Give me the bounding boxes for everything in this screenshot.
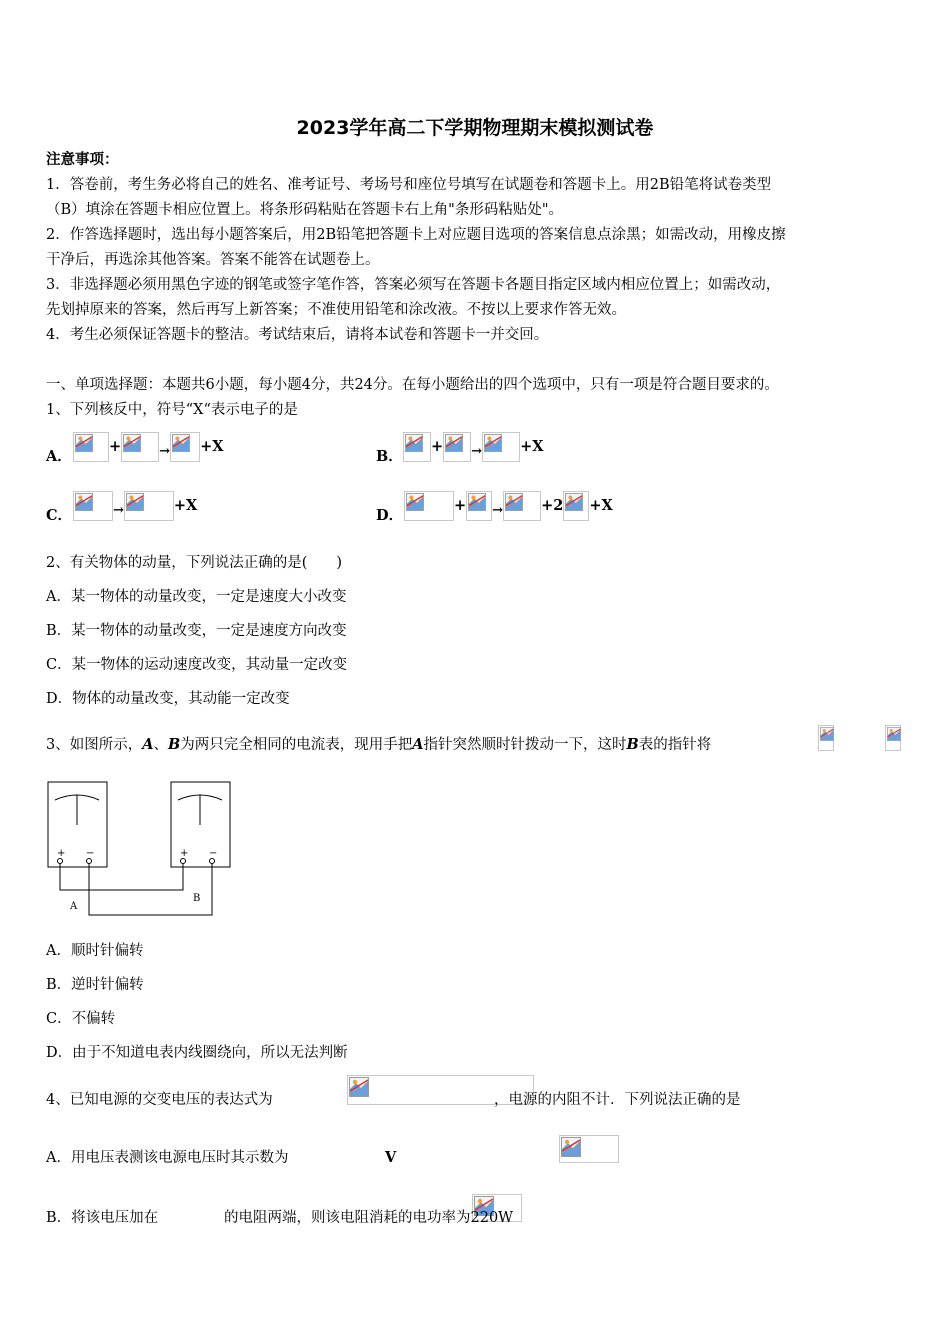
wire-a-minus-to-b-minus	[89, 863, 212, 915]
notice-line-2: （B）填涂在答题卡相应位置上。将条形码粘贴在答题卡右上角"条形码粘贴处"。	[46, 202, 563, 218]
formula-image-icon	[818, 725, 834, 751]
formula-image-icon	[482, 432, 520, 462]
q1-stem: 1、下列核反中，符号“X“表示电子的是	[46, 402, 298, 418]
q1-option-b-formula: + → +X	[403, 432, 543, 462]
formula-image-icon	[559, 1135, 619, 1163]
q2-option-b: B．某一物体的动量改变，一定是速度方向改变	[46, 623, 347, 639]
ammeter-b-minus-label: −	[209, 848, 218, 859]
ammeter-a-label: A	[70, 901, 78, 912]
q1-option-d-formula: + → +2 +X	[404, 491, 613, 521]
page-title: 2023学年高二下学期物理期末模拟测试卷	[296, 117, 654, 139]
formula-image-icon	[403, 432, 431, 462]
q3-option-b: B．逆时针偏转	[46, 977, 144, 993]
q3-option-c: C．不偏转	[46, 1011, 116, 1027]
formula-image-icon	[466, 491, 492, 521]
q1-option-a-label: A．	[46, 448, 72, 465]
q1-option-c-label: C．	[46, 507, 73, 524]
q2-option-d: D．物体的动量改变，其动能一定改变	[46, 691, 290, 707]
notice-line-3: 2．作答选择题时，选出每小题答案后，用2B铅笔把答题卡上对应题目选项的答案信息点涂黑；如需改动，用橡皮擦	[46, 227, 786, 243]
formula-image-icon	[73, 491, 113, 521]
q1-option-b-label: B．	[376, 448, 403, 465]
notice-line-5: 3．非选择题必须用黑色字迹的钢笔或签字笔作答，答案必须写在答题卡各题目指定区域内相应位置上；如需改动，	[46, 277, 781, 293]
formula-image-icon	[170, 432, 200, 462]
q1-option-d-label: D．	[376, 507, 404, 524]
notice-line-7: 4．考生必须保证答题卡的整洁。考试结束后，请将本试卷和答题卡一并交回。	[46, 327, 549, 343]
ammeter-circuit-diagram	[40, 775, 250, 925]
formula-image-icon	[885, 725, 901, 751]
q2-option-c: C．某一物体的运动速度改变，其动量一定改变	[46, 657, 348, 673]
q4-option-b-pre: B．将该电压加在	[46, 1210, 159, 1226]
formula-image-icon	[124, 491, 174, 521]
notice-heading: 注意事项：	[46, 151, 119, 168]
ammeter-a-plus-terminal	[58, 859, 63, 864]
formula-image-icon	[503, 491, 541, 521]
ammeter-b-plus-terminal	[181, 859, 186, 864]
formula-image-icon	[73, 432, 109, 462]
ammeter-b-minus-terminal	[210, 859, 215, 864]
notice-line-4: 干净后，再选涂其他答案。答案不能答在试题卷上。	[46, 252, 380, 268]
section-heading: 一、单项选择题：本题共6小题，每小题4分，共24分。在每小题给出的四个选项中，只有一项是符合题目要求的。	[46, 377, 779, 393]
q4-option-a-unit: V	[385, 1149, 397, 1166]
q2-stem: 2、有关物体的动量，下列说法正确的是( )	[46, 555, 343, 571]
ammeter-b-plus-label: +	[180, 848, 189, 859]
formula-image-icon	[404, 491, 454, 521]
q2-option-a: A．某一物体的动量改变，一定是速度大小改变	[46, 589, 347, 605]
q3-stem: 3、如图所示，A、B为两只完全相同的电流表，现用手把A指针突然顺时针拨动一下，这时B表的指针将	[46, 736, 712, 753]
q4-stem-end: ，电源的内阻不计．下列说法正确的是	[494, 1092, 741, 1108]
formula-image-icon	[121, 432, 159, 462]
formula-image-icon	[563, 491, 589, 521]
ammeter-a-minus-terminal	[87, 859, 92, 864]
ammeter-b-label: B	[193, 893, 201, 904]
notice-line-6: 先划掉原来的答案，然后再写上新答案；不准使用铅笔和涂改液。不按以上要求作答无效。	[46, 302, 626, 318]
ammeter-a-plus-label: +	[57, 848, 66, 859]
q3-option-d: D．由于不知道电表内线圈绕向，所以无法判断	[46, 1045, 348, 1061]
formula-image-icon	[443, 432, 471, 462]
q1-option-c-formula: → +X	[73, 491, 197, 521]
notice-line-1: 1．答卷前，考生务必将自己的姓名、准考证号、考场号和座位号填写在试题卷和答题卡上。用2B铅笔将试卷类型	[46, 177, 772, 193]
q4-stem-pre: 4、已知电源的交变电压的表达式为	[46, 1092, 273, 1108]
q4-option-a: A．用电压表测该电源电压时其示数为	[46, 1150, 289, 1166]
ammeter-a-minus-label: −	[86, 848, 95, 859]
q4-option-b-end: 的电阻两端，则该电阻消耗的电功率为220W	[224, 1210, 514, 1226]
q1-option-a-formula: + → +X	[73, 432, 223, 462]
q3-option-a: A．顺时针偏转	[46, 943, 144, 959]
